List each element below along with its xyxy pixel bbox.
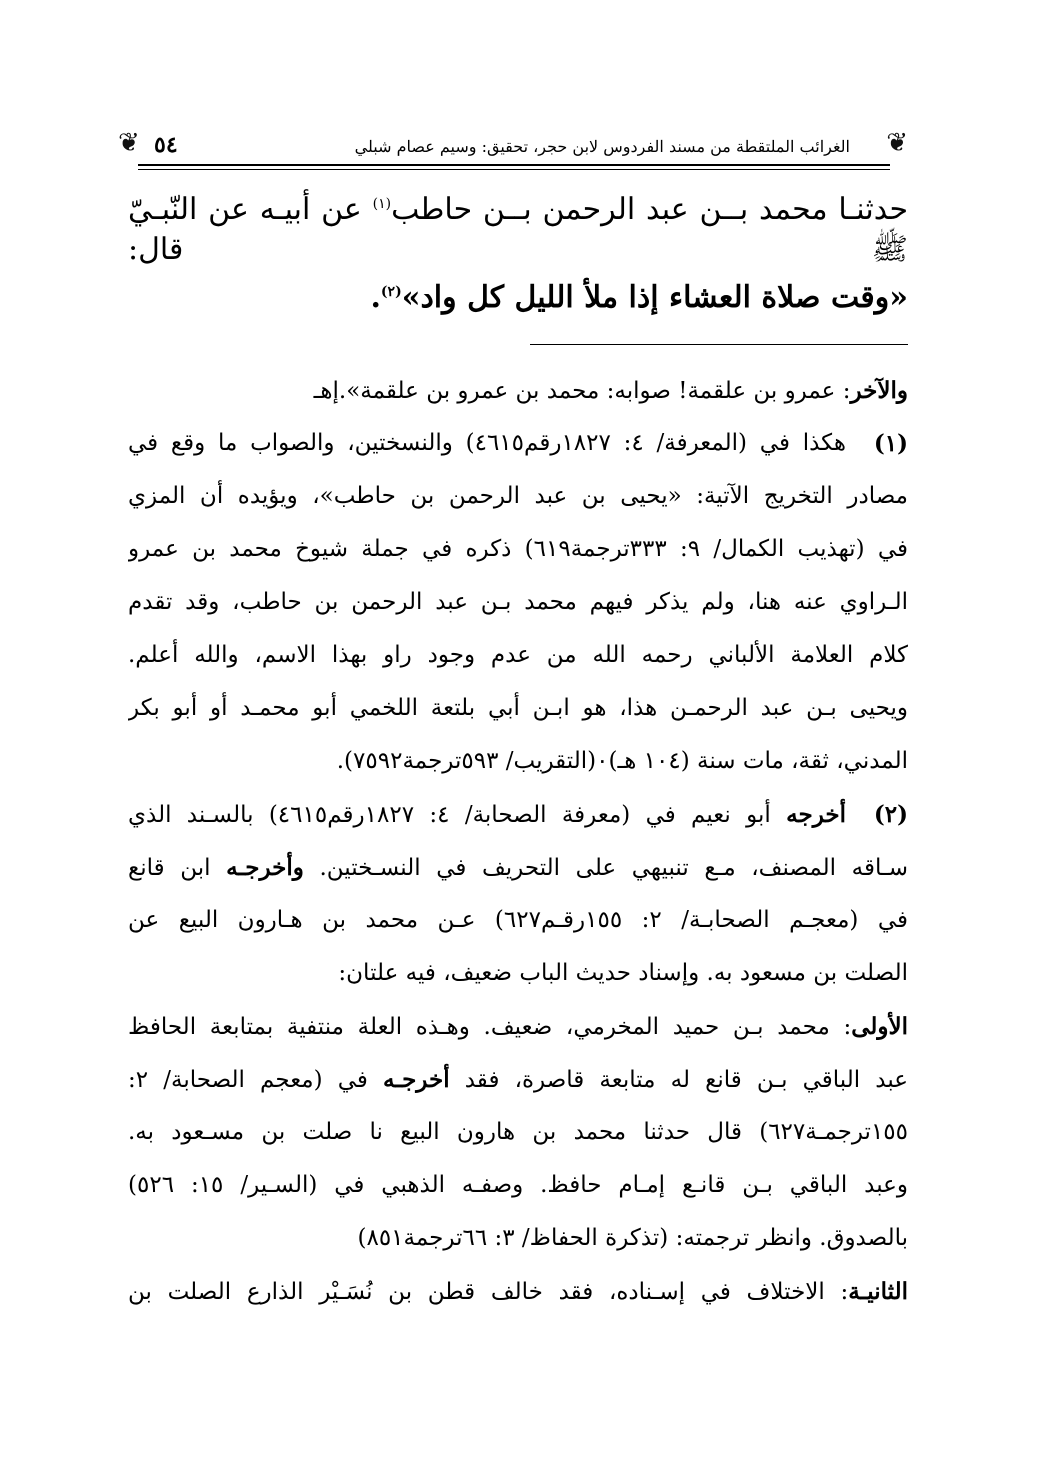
footnote-line: الأولى: محمد بـن حميد المخرمي، ضعيف. وهـذه العلة منتفية بمتابعة الحافظ (128, 1013, 908, 1040)
ornament-right-icon: ❦ (886, 128, 908, 158)
footnote-line: في (تهذيب الكمال/ ٩: ٣٣٣ترجمة٦١٩) ذكره في جملة شيوخ محمد بن عمرو (128, 536, 908, 562)
running-header (118, 126, 908, 170)
footnote-line: المدني، ثقة، مات سنة (١٠٤ هـ)٠(التقريب/ ٥٩٣ترجمة٧٥٩٢). (336, 748, 908, 774)
footnote-continuation: والآخر: عمرو بن علقمة! صوابه: محمد بن عمرو بن علقمة».إهـ (313, 377, 908, 404)
footnote-separator (530, 344, 908, 345)
footnote-line: مصادر التخريج الآتية: «يحيى بن عبد الرحمن بن حاطب»، ويؤيده أن المزي (128, 483, 908, 509)
header-rule-thin (138, 169, 890, 170)
footnote-ref-1[interactable]: (١) (372, 196, 392, 212)
footnote-line: الصلت بن مسعود به. وإسناد حديث الباب ضعيف، فيه علتان: (338, 960, 908, 986)
footnote-line: وعبد الباقي بـن قانـع إمـام حافظ. وصفـه الذهبي في (السـير/ ١٥: ٥٢٦) (128, 1172, 908, 1198)
footnote-line: بالصدوق. وانظر ترجمته: (تذكرة الحفاظ/ ٣: ٦٦ترجمة٨٥١) (357, 1225, 908, 1251)
footnote-1-number: (١) (873, 430, 908, 457)
footnote-line: الـراوي عنه هنا، ولم يذكر فيهم محمد بـن عبد الرحمن بن حاطب، وقد تقدم (128, 589, 908, 615)
hadith-chain: حدثنـا محمد بــن عبد الرحمن بــن حاطب$^{(١)}$ عن أبيـه عن النّبـيّ ﷺ قال: (128, 192, 908, 267)
footnote-line: ويحيى بـن عبد الرحمـن هذا، هو ابـن أبي بلتعة اللخمي أبو محمـد أو أبو بكر (128, 695, 908, 721)
footnote-line: كلام العلامة الألباني رحمه الله من عدم وجود راو بهذا الاسم، والله أعلم. (128, 642, 908, 668)
footnotes (128, 364, 908, 1318)
page-number: ٥٤ (154, 132, 178, 158)
header-rule-thick (138, 164, 890, 166)
footnote-1 (128, 417, 908, 788)
footnote-line: سـاقه المصنف، مـع تنبيهي على التحريف في النسـختين. وأخرجـه ابن قانع (128, 854, 908, 881)
ornament-left-icon: ❦ (118, 128, 140, 158)
footnote-line: ١٥٥ترجمـة٦٢٧) قال حدثنا محمد بن هارون البيع نا صلت بن مسـعود به. (128, 1119, 908, 1145)
header-title: الغرائب الملتقطة من مسند الفردوس لابن حجر، تحقيق: وسيم عصام شبلي (354, 137, 850, 156)
footnote-line: عبد الباقي بـن قانع له متابعة قاصرة، فقد أخرجـه في (معجم الصحابة/ ٢: (128, 1066, 908, 1093)
footnote-2 (128, 788, 908, 1318)
footnote-line: الثانيـة: الاختلاف في إسـناده، فقد خالف قطن بن نُسَـيْر الذارع الصلت بن (128, 1278, 908, 1305)
footnote-ref-2[interactable]: (٢) (380, 284, 402, 300)
footnote-2-number: (٢) (873, 801, 908, 828)
footnote-line: في (معجـم الصحابـة/ ٢: ١٥٥رقـم٦٢٧) عـن محمد بن هـارون البيع عن (128, 907, 908, 933)
hadith-text: «وقت صلاة العشاء إذا ملأ الليل كل واد»$^{(٢)}$. (370, 280, 908, 315)
footnote-line: أخرجه أبو نعيم في (معرفة الصحابة/ ٤: ١٨٢٧رقم٤٦١٥) بالسـند الذي (128, 801, 846, 828)
footnote-line: هكذا في (المعرفة/ ٤: ١٨٢٧رقم٤٦١٥) والنسختين، والصواب ما وقع في (128, 430, 846, 456)
